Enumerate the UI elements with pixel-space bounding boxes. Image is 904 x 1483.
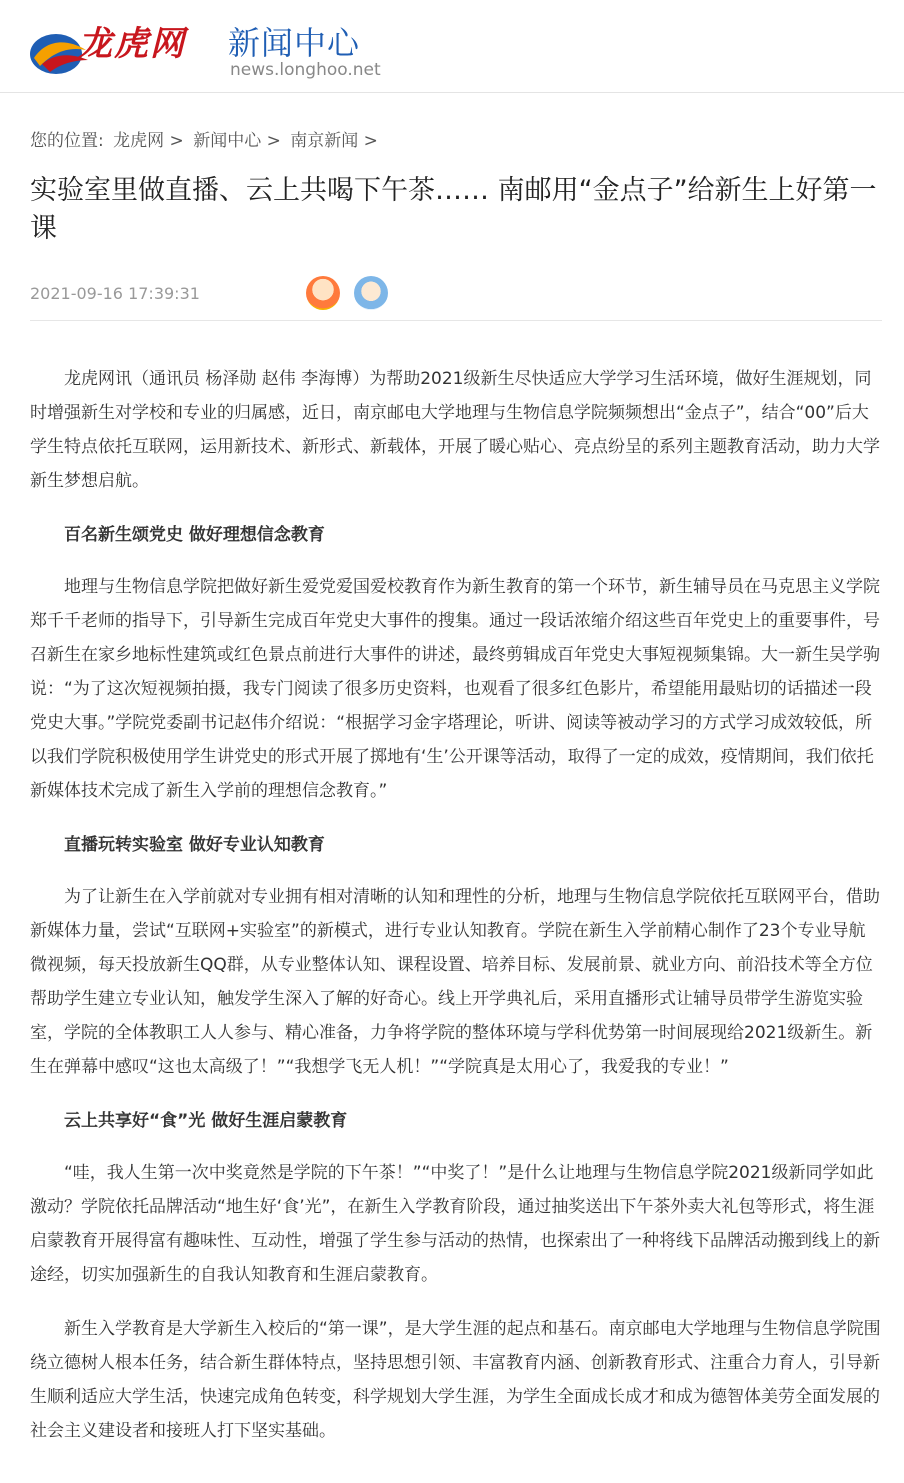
article-paragraph: 地理与生物信息学院把做好新生爱党爱国爱校教育作为新生教育的第一个环节，新生辅导员在马克思主义学院郑千千老师的指导下，引导新生完成百年党史大事件的搜集。通过一段话浓缩介绍这些百年党史上的重要事件，号召新生在家乡地标性建筑或红色景点前进行大事件的讲述，最终剪辑成百年党史大事短视频集锦。大一新生吴学驹说：“为了这次短视频拍摄，我专门阅读了很多历史资料，也观看了很多红色影片，希望能用最贴切的话描述一段党史大事。”学院党委副书记赵伟介绍说：“根据学习金字塔理论，听讲、阅读等被动学习的方式学习成效较低，所以我们学院积极使用学生讲党史的形式开展了掷地有‘生’公开课等活动，取得了一定的成效，疫情期间，我们依托新媒体技术完成了新生入学前的理想信念教育。” bbox=[30, 577, 880, 801]
logo-text[interactable]: 龙虎网 bbox=[78, 24, 186, 64]
section-heading: 百名新生颂党史 做好理想信念教育 bbox=[64, 525, 325, 545]
article-body bbox=[30, 362, 882, 1468]
breadcrumb-item-news-center[interactable]: 新闻中心 > bbox=[193, 131, 281, 151]
breadcrumb-item-nanjing-news[interactable]: 南京新闻 > bbox=[290, 131, 378, 151]
publish-datetime: 2021-09-16 17:39:31 bbox=[30, 284, 200, 303]
section-heading: 云上共享好“食”光 做好生涯启蒙教育 bbox=[64, 1111, 348, 1131]
article-title: 实验室里做直播、云上共喝下午茶…… 南邮用“金点子”给新生上好第一课 bbox=[30, 175, 877, 244]
breadcrumb bbox=[30, 126, 382, 151]
article-paragraph: 为了让新生在入学前就对专业拥有相对清晰的认知和理性的分析，地理与生物信息学院依托互联网平台，借助新媒体力量，尝试“互联网+实验室”的新模式，进行专业认知教育。学院在新生入学前精心制作了23个专业导航微视频，每天投放新生QQ群，从专业整体认知、课程设置、培养目标、发展前景、就业方向、前沿技术等全方位帮助学生建立专业认知，触发学生深入了解的好奇心。线上开学典礼后，采用直播形式让辅导员带学生游览实验室，学院的全体教职工人人参与、精心准备，力争将学院的整体环境与学科优势第一时间展现给2021级新生。新生在弹幕中感叹“这也太高级了！”“我想学飞无人机！”“学院真是太用心了，我爱我的专业！” bbox=[30, 887, 880, 1077]
site-section-name[interactable]: 新闻中心 bbox=[228, 24, 361, 62]
share-avatar-icon[interactable] bbox=[354, 276, 388, 310]
breadcrumb-item-longhoo[interactable]: 龙虎网 > bbox=[113, 131, 184, 151]
share-avatar-icon[interactable] bbox=[306, 276, 340, 310]
article-paragraph: “哇，我人生第一次中奖竟然是学院的下午茶！”“中奖了！”是什么让地理与生物信息学院2021级新同学如此激动？学院依托品牌活动“地生好‘食’光”，在新生入学教育阶段，通过抽奖送出下午茶外卖大礼包等形式，将生涯启蒙教育开展得富有趣味性、互动性，增强了学生参与活动的热情，也探索出了一种将线下品牌活动搬到线上的新途经，切实加强新生的自我认知教育和生涯启蒙教育。 bbox=[30, 1163, 880, 1285]
section-heading: 直播玩转实验室 做好专业认知教育 bbox=[64, 835, 325, 855]
article-paragraph: 新生入学教育是大学新生入校后的“第一课”，是大学生涯的起点和基石。南京邮电大学地理与生物信息学院围绕立德树人根本任务，结合新生群体特点，坚持思想引领、丰富教育内涵、创新教育形式、注重合力育人，引导新生顺利适应大学生活，快速完成角色转变，科学规划大学生涯，为学生全面成长成才和成为德智体美劳全面发展的社会主义建设者和接班人打下坚实基础。 bbox=[30, 1319, 881, 1441]
breadcrumb-prefix: 您的位置: bbox=[30, 131, 104, 151]
site-domain: news.longhoo.net bbox=[230, 60, 381, 80]
site-header bbox=[0, 0, 904, 93]
article-meta bbox=[30, 274, 882, 321]
article-paragraph: 龙虎网讯（通讯员 杨泽勋 赵伟 李海博）为帮助2021级新生尽快适应大学学习生活环境，做好生涯规划，同时增强新生对学校和专业的归属感，近日，南京邮电大学地理与生物信息学院频频想出“金点子”，结合“00”后大学生特点依托互联网，运用新技术、新形式、新载体，开展了暖心贴心、亮点纷呈的系列主题教育活动，助力大学新生梦想启航。 bbox=[30, 369, 880, 491]
